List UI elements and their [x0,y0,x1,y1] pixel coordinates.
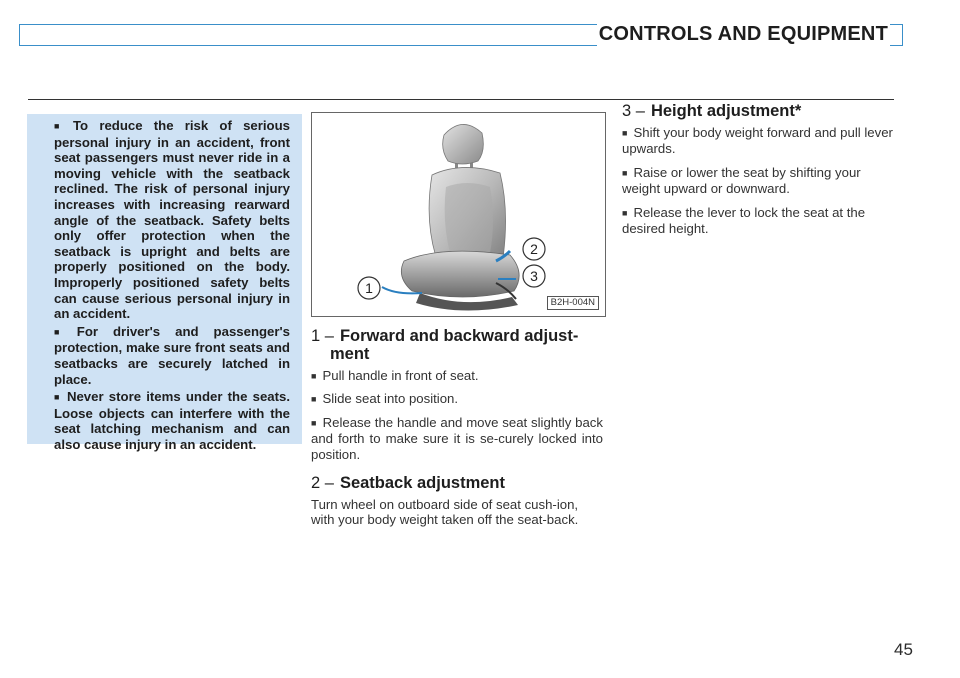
page-number: 45 [894,640,913,659]
svg-text:1: 1 [365,280,373,296]
bullet-icon: ■ [311,394,317,405]
bullet-icon: ■ [54,121,67,131]
middle-column [311,327,603,535]
list-item: ■ Pull handle in front of seat. [311,368,479,383]
header-frame [19,24,903,46]
bullet-icon: ■ [54,326,71,337]
bullet-icon: ■ [54,392,61,403]
callout-3 [523,265,545,287]
bullet-icon: ■ [622,167,628,178]
section-text-seatback: Turn wheel on outboard side of seat cush-ion, with your body weight taken off the seat-back. [311,497,579,528]
callout-2 [523,238,545,260]
figure-code: B2H-004N [547,296,599,310]
warning-paragraph: ■ Never store items under the seats. Loose objects can interfere with the seat latching mechanism and can also cause injury in an accident. [54,389,290,452]
section-heading-seatback: 2 – Seatback adjustment [311,474,505,493]
warning-box [27,114,302,452]
bullet-icon: ■ [622,128,628,138]
bullet-icon: ■ [311,371,317,381]
warning-paragraph: ■ To reduce the risk of serious personal injury in an accident, front seat passengers must never ride in a moving vehicle with the seatback reclined. The risk of personal injury increases with increasing rearward angle of the seatback. Safety belts only offer protection when the seatback is upright and belts are properly positioned on the body. Improperly positioned safety belts can cause serious personal injury in an accident. [54,118,290,322]
seat-illustration [312,113,605,316]
list-item: ■ Raise or lower the seat by shifting your weight upward or downward. [622,164,861,197]
right-column [622,102,900,244]
list-item: ■ Release the handle and move seat slightly back and forth to make sure it is se-curely locked into position. [311,414,603,462]
list-item: ■ Shift your body weight forward and pull lever upwards. [622,125,893,157]
header-rule [28,99,894,100]
svg-text:2: 2 [530,241,538,257]
section-heading-height: 3 – Height adjustment* [622,102,802,120]
bullet-icon: ■ [622,207,628,218]
section-heading-forward: 1 – Forward and backward adjust-ment [311,327,579,363]
bullet-icon: ■ [311,417,317,428]
page-header-title: CONTROLS AND EQUIPMENT [598,23,888,45]
list-item: ■ Release the lever to lock the seat at the desired height. [622,204,866,237]
seat-figure [311,112,606,317]
warning-paragraph: ■ For driver's and passenger's protection, make sure front seats and seatbacks are securely latched in place. [54,323,290,387]
svg-text:3: 3 [530,268,538,284]
list-item: ■ Slide seat into position. [311,391,459,407]
callout-1 [358,277,380,299]
